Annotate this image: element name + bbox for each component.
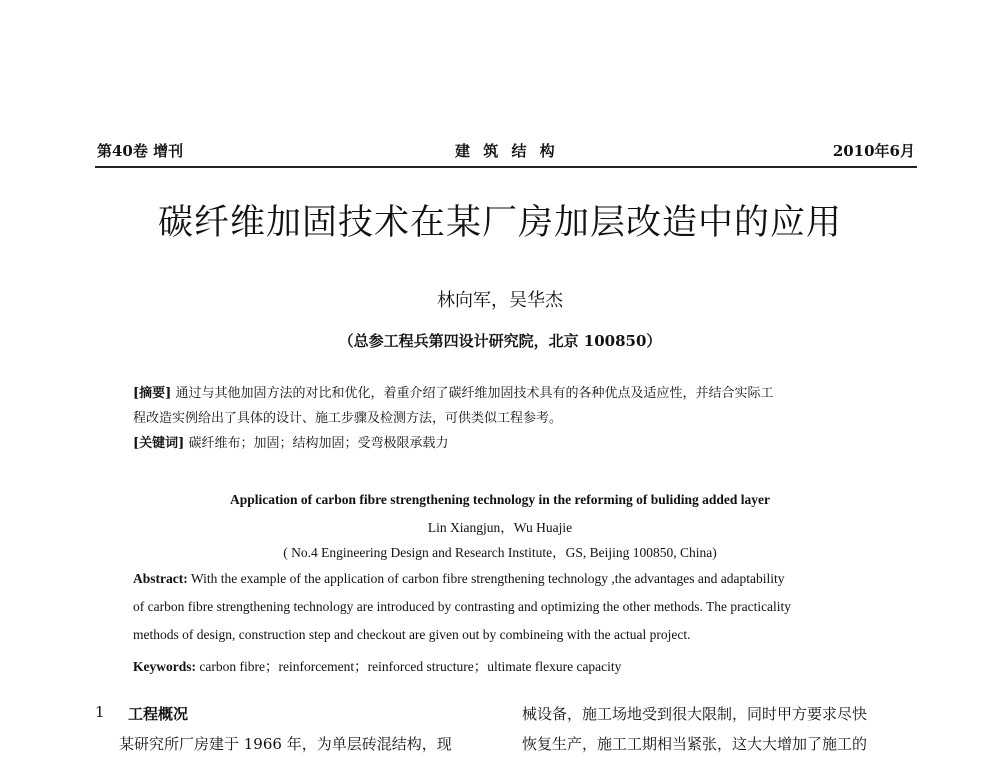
abstract-text: 通过与其他加固方法的对比和优化，着重介绍了碳纤维加固技术具有的各种优点及适应性，并结合实际工 [175,386,774,401]
en-abstract-line3: methods of design, construction step and checkout are given out by combineing with the actual project. [133,627,691,642]
en-abstract-line2: of carbon fibre strengthening technology are introduced by contrasting and optimizing the other methods. The practicality [133,599,792,614]
section-number: 1 [95,703,105,721]
en-keywords [133,655,621,675]
authors: 林向军，吴华杰 [437,290,563,311]
abstract-cn-line1 [133,382,773,401]
abstract-label: [摘要] [133,386,172,401]
keywords-text: 碳纤维布；加固；结构加固；受弯极限承载力 [188,436,449,451]
body-left-line1: 某研究所厂房建于 1966 年，为单层砖混结构，现 [119,735,452,753]
en-authors: Lin Xiangjun，Wu Huajie [427,520,573,535]
en-keywords-text: carbon fibre；reinforcement；reinforced structure；ultimate flexure capacity [199,659,622,674]
en-abstract-text: With the example of the application of carbon fibre strengthening technology ,the advantages and adaptability [190,571,785,586]
journal-name: 建 筑 结 构 [455,142,559,160]
keywords-label: [关键词] [133,436,185,451]
section-heading: 工程概况 [128,705,189,723]
header-rule [95,166,917,168]
body-right-line2: 恢复生产，施工工期相当紧张，这大大增加了施工的 [522,735,868,753]
en-abstract-line1 [133,571,785,587]
keywords-cn [133,432,448,451]
en-title: Application of carbon fibre strengthening technology in the reforming of buliding added layer [229,492,771,507]
en-affiliation: ( No.4 Engineering Design and Research Institute，GS, Beijing 100850, China) [283,545,717,560]
affiliation: （总参工程兵第四设计研究院，北京 100850） [338,332,662,350]
journal-date: 2010年6月 [832,142,915,160]
abstract-cn-line2: 程改造实例给出了具体的设计、施工步骤及检测方法，可供类似工程参考。 [133,411,563,426]
body-right-line1: 械设备，施工场地受到很大限制，同时甲方要求尽快 [522,705,868,723]
paper-title: 碳纤维加固技术在某厂房加层改造中的应用 [157,203,842,243]
journal-volume: 第40卷 增刊 [97,142,184,160]
en-abstract-label: Abstract: [133,571,188,586]
en-keywords-label: Keywords: [133,659,196,674]
